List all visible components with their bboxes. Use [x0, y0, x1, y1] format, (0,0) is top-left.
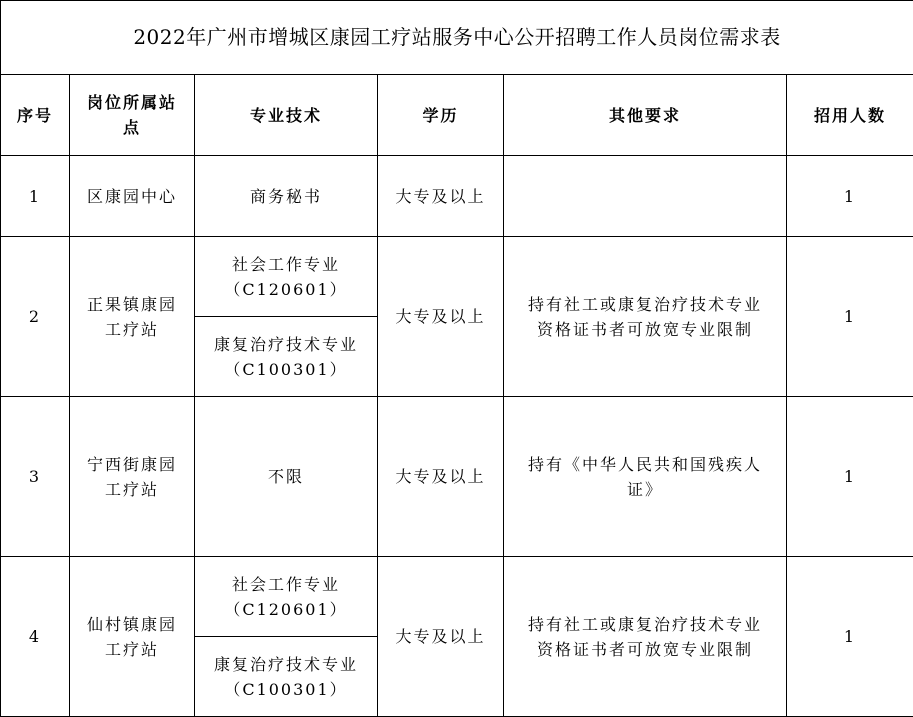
table-row [1, 237, 913, 317]
header-education: 学历 [378, 75, 504, 156]
cell-other [504, 557, 787, 717]
cell-education: 大专及以上 [378, 557, 504, 717]
cell-station [70, 397, 195, 557]
cell-seq: 2 [1, 237, 70, 397]
cell-major [195, 637, 378, 717]
cell-station [70, 156, 195, 237]
other-line: 资格证书者可放宽专业限制 [508, 317, 782, 342]
other-line: 持有《中华人民共和国残疾人 [508, 452, 782, 477]
cell-education: 大专及以上 [378, 237, 504, 397]
table-row [1, 397, 913, 557]
major-line: 康复治疗技术专业 [199, 652, 373, 677]
major-line: 康复治疗技术专业 [199, 332, 373, 357]
cell-seq: 4 [1, 557, 70, 717]
station-line: 工疗站 [74, 637, 190, 662]
other-line: 持有社工或康复治疗技术专业 [508, 292, 782, 317]
cell-major [195, 317, 378, 397]
cell-major [195, 397, 378, 557]
cell-other [504, 397, 787, 557]
cell-education: 大专及以上 [378, 156, 504, 237]
station-line: 区康园中心 [74, 184, 190, 209]
cell-count: 1 [787, 156, 913, 237]
major-code: （C120601） [199, 277, 373, 302]
cell-seq: 1 [1, 156, 70, 237]
header-station-line2: 点 [74, 115, 190, 140]
header-station [70, 75, 195, 156]
major-line: 商务秘书 [199, 184, 373, 209]
cell-seq: 3 [1, 397, 70, 557]
cell-major [195, 557, 378, 637]
header-seq: 序号 [1, 75, 70, 156]
cell-education: 大专及以上 [378, 397, 504, 557]
cell-count: 1 [787, 237, 913, 397]
cell-station [70, 557, 195, 717]
major-code: （C100301） [199, 357, 373, 382]
header-major: 专业技术 [195, 75, 378, 156]
header-count: 招用人数 [787, 75, 913, 156]
header-row [1, 75, 913, 156]
cell-station [70, 237, 195, 397]
major-line: 社会工作专业 [199, 252, 373, 277]
cell-count: 1 [787, 557, 913, 717]
header-other: 其他要求 [504, 75, 787, 156]
other-line: 持有社工或康复治疗技术专业 [508, 612, 782, 637]
station-line: 工疗站 [74, 317, 190, 342]
station-line: 正果镇康园 [74, 292, 190, 317]
cell-other [504, 156, 787, 237]
cell-major [195, 237, 378, 317]
station-line: 仙村镇康园 [74, 612, 190, 637]
major-code: （C100301） [199, 677, 373, 702]
title-row [1, 1, 913, 75]
major-code: （C120601） [199, 597, 373, 622]
other-line: 资格证书者可放宽专业限制 [508, 637, 782, 662]
cell-count: 1 [787, 397, 913, 557]
other-line: 证》 [508, 477, 782, 502]
major-line: 社会工作专业 [199, 572, 373, 597]
major-line: 不限 [199, 464, 373, 489]
header-station-line1: 岗位所属站 [74, 90, 190, 115]
table-title: 2022年广州市增城区康园工疗站服务中心公开招聘工作人员岗位需求表 [1, 1, 913, 75]
cell-major [195, 156, 378, 237]
station-line: 宁西街康园 [74, 452, 190, 477]
station-line: 工疗站 [74, 477, 190, 502]
cell-other [504, 237, 787, 397]
table-row [1, 557, 913, 637]
table-row [1, 156, 913, 237]
